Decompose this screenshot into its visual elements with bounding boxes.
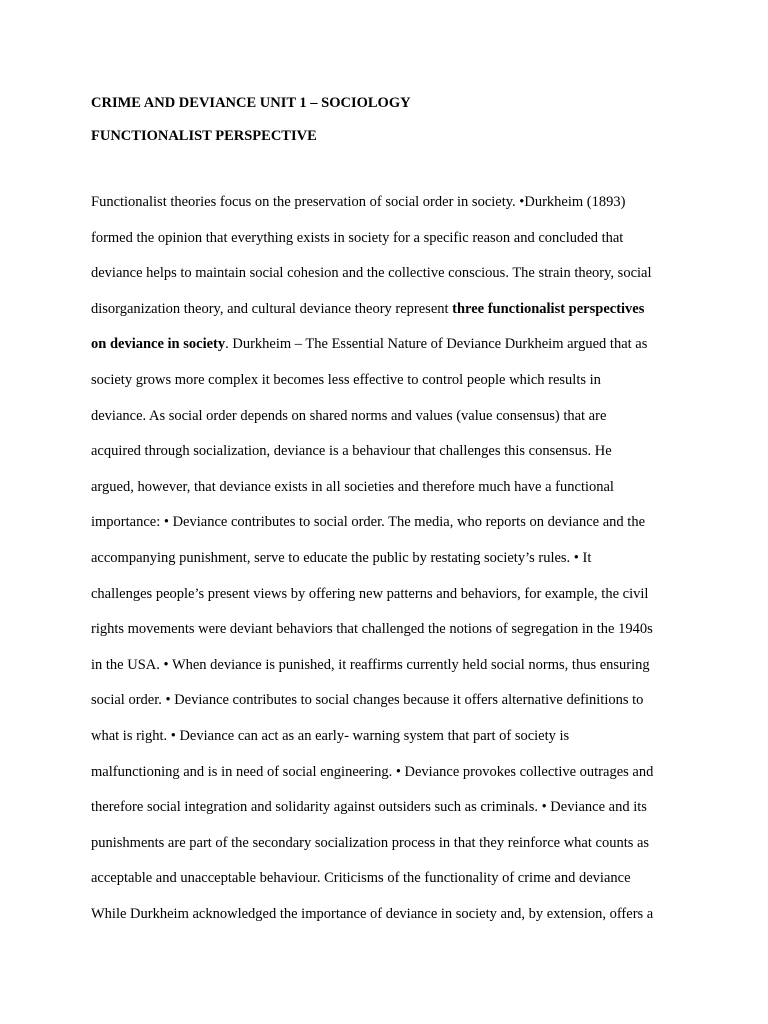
text-line: Functionalist theories focus on the preservation of social order in society. •Durkheim (1893): [91, 194, 626, 210]
text-line: in the USA. • When deviance is punished, it reaffirms currently held social norms, thus ensuring: [91, 656, 650, 673]
section-heading: FUNCTIONALIST PERSPECTIVE: [91, 128, 317, 144]
text-line: [91, 333, 691, 369]
text-line: society grows more complex it becomes less effective to control people which results in: [91, 371, 601, 388]
document-title: CRIME AND DEVIANCE UNIT 1 – SOCIOLOGY: [91, 95, 411, 111]
text-line: accompanying punishment, serve to educate the public by restating society’s rules. • It: [91, 549, 592, 566]
text-line: importance: • Deviance contributes to social order. The media, who reports on deviance and the: [91, 514, 646, 531]
text-line: deviance helps to maintain social cohesion and the collective conscious. The strain theory, social: [91, 265, 652, 282]
body-paragraph: [91, 191, 691, 938]
text-line: what is right. • Deviance can act as an early- warning system that part of society is: [91, 727, 570, 744]
text-line: [91, 298, 691, 334]
text-line: While Durkheim acknowledged the importance of deviance in society and, by extension, offers a: [91, 905, 654, 922]
text-line: acquired through socialization, deviance is a behaviour that challenges this consensus. He: [91, 443, 612, 460]
bold-phrase: on deviance in society: [91, 336, 226, 353]
text-line: social order. • Deviance contributes to social changes because it offers alternative definitions to: [91, 692, 644, 709]
text-line: argued, however, that deviance exists in all societies and therefore much have a functional: [91, 478, 614, 495]
text-line: punishments are part of the secondary socialization process in that they reinforce what counts as: [91, 834, 650, 851]
text-line: formed the opinion that everything exists in society for a specific reason and concluded that: [91, 229, 624, 246]
bold-phrase: three functionalist perspectives: [452, 300, 645, 317]
text-line: challenges people’s present views by offering new patterns and behaviors, for example, the civil: [91, 585, 649, 602]
text-line: rights movements were deviant behaviors that challenged the notions of segregation in the 1940s: [91, 621, 653, 638]
text-line: deviance. As social order depends on shared norms and values (value consensus) that are: [91, 407, 607, 424]
text-segment: disorganization theory, and cultural deviance theory represent: [91, 300, 453, 317]
text-line: malfunctioning and is in need of social engineering. • Deviance provokes collective outrages and: [91, 763, 654, 780]
text-line: acceptable and unacceptable behaviour. Criticisms of the functionality of crime and deviance: [91, 870, 631, 887]
text-line: therefore social integration and solidarity against outsiders such as criminals. • Deviance and its: [91, 799, 647, 816]
text-segment: . Durkheim – The Essential Nature of Deviance Durkheim argued that as: [225, 336, 648, 353]
